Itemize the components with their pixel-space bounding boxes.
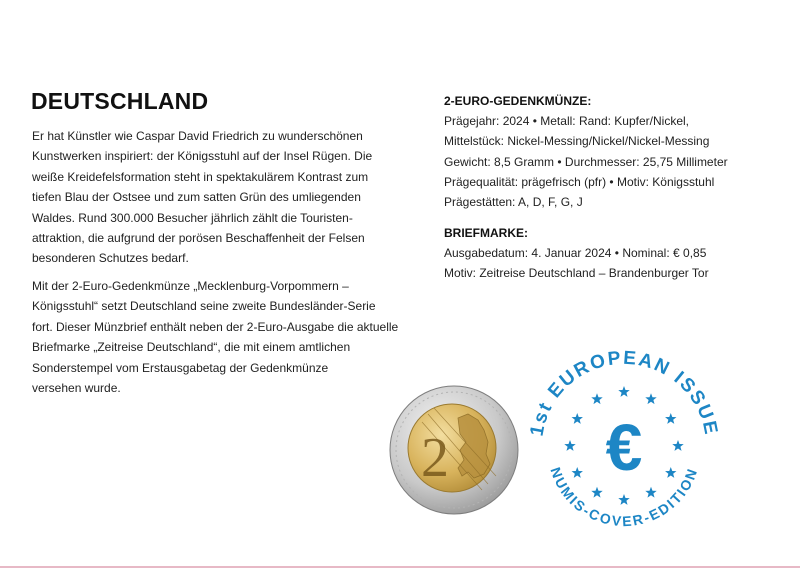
text-line: Kunstwerken inspiriert: der Königsstuhl auf der Insel Rügen. Die	[32, 149, 373, 164]
star-icon	[591, 487, 602, 498]
coin-spec-line: Prägejahr: 2024 • Metall: Rand: Kupfer/Nickel,	[444, 114, 689, 129]
coin-spec-block	[444, 91, 784, 212]
text-line: Königsstuhl“ setzt Deutschland seine zweite Bundesländer-Serie	[32, 299, 376, 314]
text-line: Waldes. Rund 300.000 Besucher jährlich zählt die Touristen-	[32, 210, 353, 225]
text-line: versehen wurde.	[32, 381, 121, 396]
logo-top-text: 1st EUROPEAN ISSUE	[526, 347, 722, 438]
text-line: weiße Kreidefelsformation steht in spektakulärem Kontrast zum	[32, 169, 369, 184]
star-icon	[672, 440, 683, 451]
text-line: Briefmarke „Zeitreise Deutschland“, die mit einem amtlichen	[32, 340, 351, 355]
star-icon	[564, 440, 575, 451]
text-line: besonderen Schutzes bedarf.	[32, 251, 189, 266]
star-icon	[591, 393, 602, 404]
star-icon	[572, 413, 583, 424]
text-line: fort. Dieser Münzbrief enthält neben der 2-Euro-Ausgabe die aktuelle	[32, 319, 399, 334]
text-line: tiefen Blau der Ostsee und zum satten Grün des umliegenden	[32, 190, 361, 205]
coin-spec-line: Prägequalität: prägefrisch (pfr) • Motiv: Königsstuhl	[444, 174, 715, 189]
description-paragraph-2	[32, 276, 399, 398]
star-icon	[618, 494, 629, 505]
star-icon	[645, 393, 656, 404]
euro-symbol: €	[605, 410, 643, 484]
logo-bottom-text: NUMIS-COVER-EDITION	[547, 465, 701, 530]
description-paragraph-1	[32, 126, 392, 269]
text-line: Er hat Künstler wie Caspar David Friedrich zu wunderschönen	[32, 129, 363, 143]
star-icon	[618, 386, 629, 397]
star-icon	[665, 413, 676, 424]
text-line: Sonderstempel vom Erstausgabetag der Gedenkmünze	[32, 360, 329, 375]
stamp-spec-line: Ausgabedatum: 4. Januar 2024 • Nominal: € 0,85	[444, 246, 707, 261]
text-line: attraktion, die aufgrund der porösen Beschaffenheit der Felsen	[32, 231, 365, 246]
stamp-spec-block	[444, 223, 784, 284]
coin-spec-line: Prägestätten: A, D, F, G, J	[444, 195, 583, 210]
star-icon	[572, 467, 583, 478]
star-icon	[645, 487, 656, 498]
first-european-issue-logo	[524, 346, 724, 546]
coin-spec-heading: 2-EURO-GEDENKMÜNZE:	[444, 94, 592, 108]
coin-denomination: 2	[421, 427, 449, 489]
stamp-spec-heading: BRIEFMARKE:	[444, 226, 528, 240]
stamp-spec-line: Motiv: Zeitreise Deutschland – Brandenburger Tor	[444, 266, 709, 281]
text-line: Mit der 2-Euro-Gedenkmünze „Mecklenburg-Vorpommern –	[32, 279, 349, 293]
two-euro-coin-icon	[388, 384, 520, 516]
coin-spec-line: Mittelstück: Nickel-Messing/Nickel/Nickel-Messing	[444, 134, 710, 149]
coin-spec-line: Gewicht: 8,5 Gramm • Durchmesser: 25,75 Millimeter	[444, 154, 728, 169]
star-icon	[665, 467, 676, 478]
page-title: DEUTSCHLAND	[31, 88, 209, 114]
